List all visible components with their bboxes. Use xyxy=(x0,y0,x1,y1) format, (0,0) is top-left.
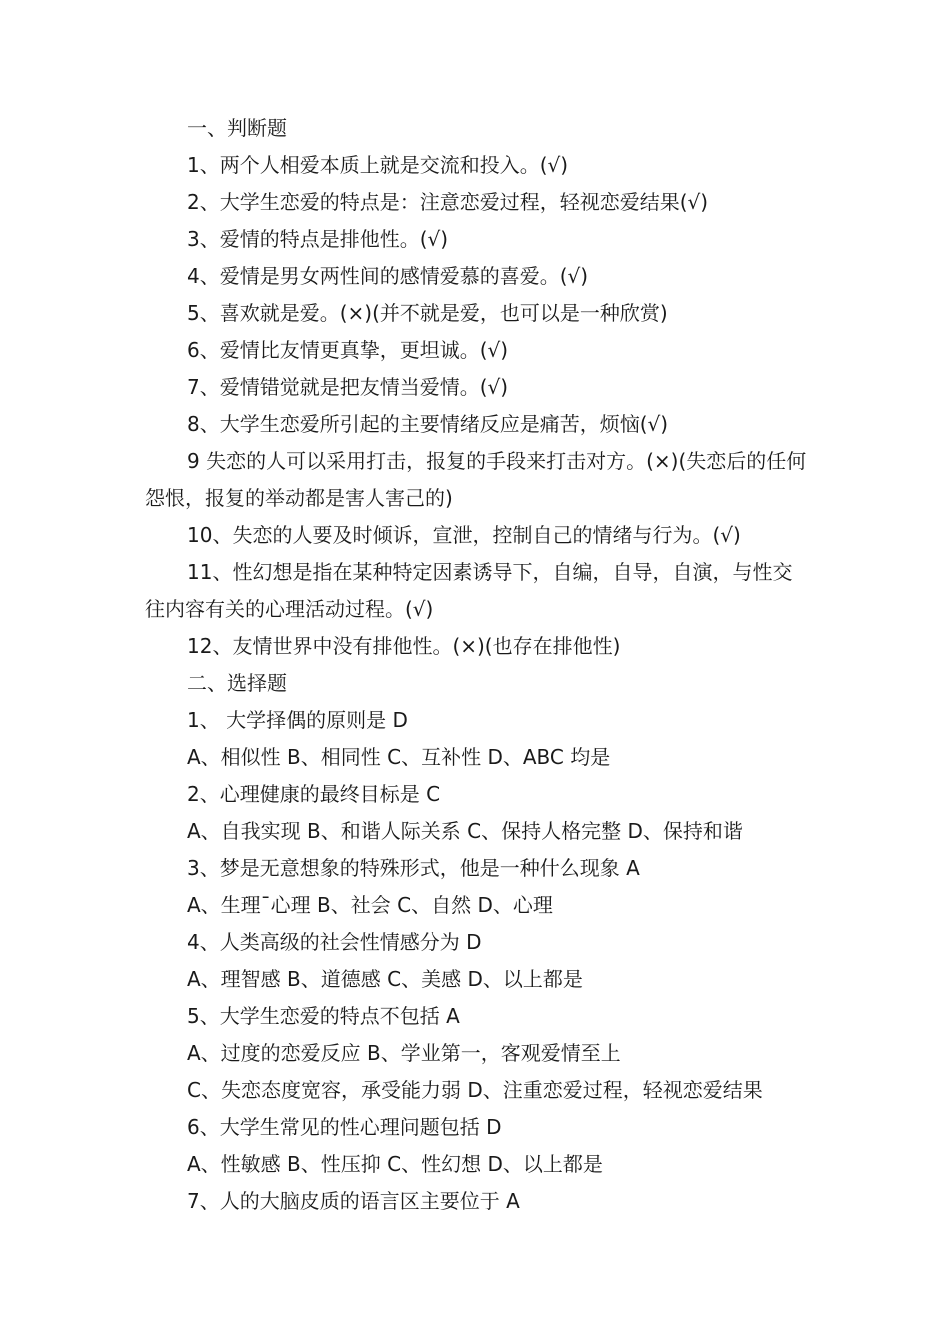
section-heading-multiple-choice: 二、选择题 xyxy=(187,671,287,695)
question-line: 8、大学生恋爱所引起的主要情绪反应是痛苦，烦恼(√) xyxy=(187,412,669,436)
question-line: 6、爱情比友情更真挚，更坦诚。(√) xyxy=(187,338,509,362)
question-line: 5、喜欢就是爱。(×)(并不就是爱，也可以是一种欣赏) xyxy=(187,301,668,325)
question-line: 3、梦是无意想象的特殊形式，他是一种什么现象 A xyxy=(187,856,640,880)
options-line: C、失恋态度宽容，承受能力弱 D、注重恋爱过程，轻视恋爱结果 xyxy=(187,1078,763,1102)
question-line: 11、性幻想是指在某种特定因素诱导下，自编，自导，自演，与性交往内容有关的心理活动过程。(√) xyxy=(145,560,793,621)
question-line: 10、失恋的人要及时倾诉，宣泄，控制自己的情绪与行为。(√) xyxy=(187,523,741,547)
question-line: 7、人的大脑皮质的语言区主要位于 A xyxy=(187,1189,520,1213)
question-line: 4、人类高级的社会性情感分为 D xyxy=(187,930,482,954)
question-line: 6、大学生常见的性心理问题包括 D xyxy=(187,1115,502,1139)
document-body xyxy=(145,110,810,1220)
question-line: 12、友情世界中没有排他性。(×)(也存在排他性) xyxy=(187,634,621,658)
question-line: 1、 大学择偶的原则是 D xyxy=(187,708,408,732)
question-line: 4、爱情是男女两性间的感情爱慕的喜爱。(√) xyxy=(187,264,589,288)
options-line: A、相似性 B、相同性 C、互补性 D、ABC 均是 xyxy=(187,745,611,769)
options-line: A、过度的恋爱反应 B、学业第一，客观爱情至上 xyxy=(187,1041,621,1065)
question-line: 5、大学生恋爱的特点不包括 A xyxy=(187,1004,460,1028)
question-line: 1、两个人相爱本质上就是交流和投入。(√) xyxy=(187,153,569,177)
section-heading-true-false: 一、判断题 xyxy=(187,116,287,140)
question-line: 2、大学生恋爱的特点是：注意恋爱过程，轻视恋爱结果(√) xyxy=(187,190,709,214)
options-line: A、生理¯心理 B、社会 C、自然 D、心理 xyxy=(187,893,553,917)
question-line: 7、爱情错觉就是把友情当爱情。(√) xyxy=(187,375,509,399)
options-line: A、理智感 B、道德感 C、美感 D、以上都是 xyxy=(187,967,583,991)
question-line: 2、心理健康的最终目标是 C xyxy=(187,782,441,806)
question-line: 3、爱情的特点是排他性。(√) xyxy=(187,227,449,251)
options-line: A、性敏感 B、性压抑 C、性幻想 D、以上都是 xyxy=(187,1152,603,1176)
options-line: A、自我实现 B、和谐人际关系 C、保持人格完整 D、保持和谐 xyxy=(187,819,743,843)
question-line: 9 失恋的人可以采用打击，报复的手段来打击对方。(×)(失恋后的任何怨恨，报复的举动都是害人害己的) xyxy=(145,449,807,510)
